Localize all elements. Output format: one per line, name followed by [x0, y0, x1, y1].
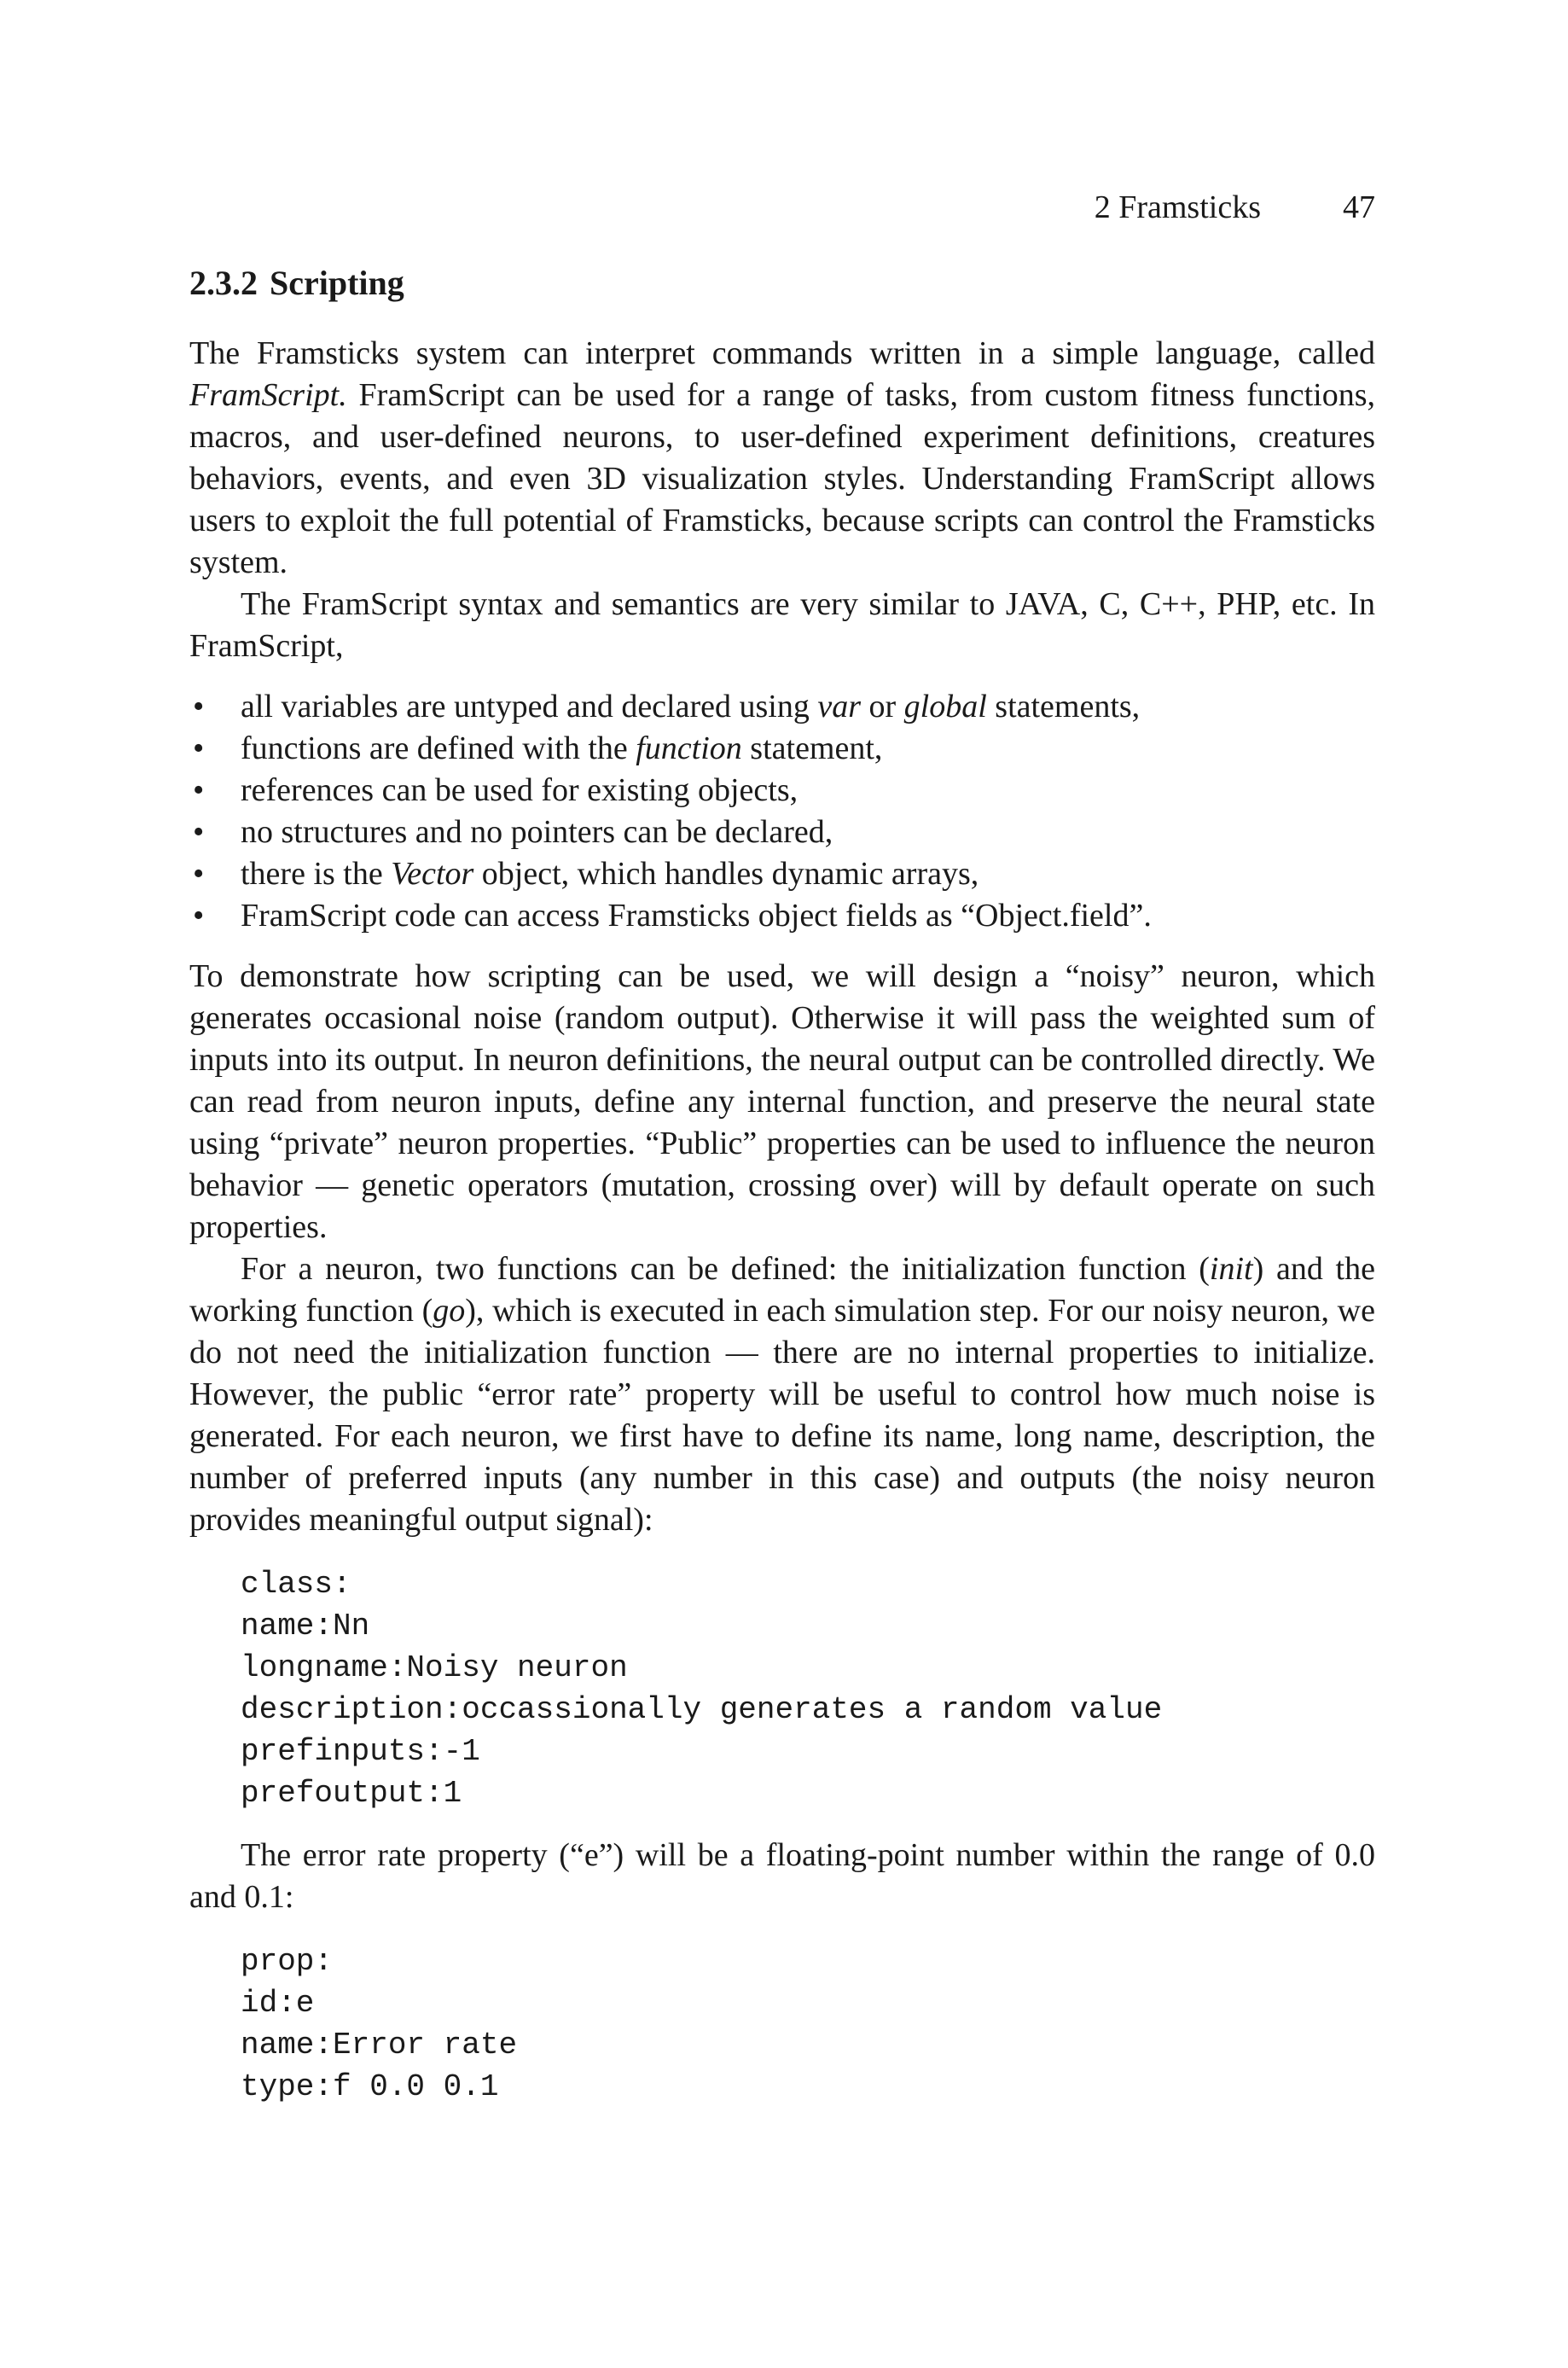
paragraph-error-rate: The error rate property (“e”) will be a floating-point number within the range of 0.0 and 0.1: [189, 1837, 1375, 1915]
paragraph-intro-emphasis: FramScript. [189, 377, 347, 413]
list-item-emphasis: global [903, 689, 987, 724]
code-line: prefoutput:1 [241, 1776, 462, 1811]
running-head [189, 186, 1375, 229]
paragraph-neuron-functions-emphasis-init: init [1209, 1251, 1253, 1287]
code-line: name:Nn [241, 1609, 370, 1644]
list-item-text: references can be used for existing objects, [241, 772, 799, 808]
section-number: 2.3.2 [189, 264, 258, 302]
list-item [189, 812, 1375, 853]
list-item-emphasis: Vector [391, 856, 474, 892]
running-head-chapter: 2 Framsticks [1094, 189, 1261, 225]
list-item-text: all variables are untyped and declared using [241, 689, 818, 724]
section-title: Scripting [270, 264, 404, 302]
list-item-text: FramScript code can access Framsticks object fields as “Object.field”. [241, 898, 1152, 934]
code-line: class: [241, 1567, 351, 1602]
list-item-text: functions are defined with the [241, 730, 636, 766]
code-line: name:Error rate [241, 2028, 518, 2063]
paragraph-intro-text-1: The Framsticks system can interpret commands written in a simple language, called [189, 335, 1375, 371]
bullet-marker: • [193, 730, 205, 766]
bullet-marker: • [193, 814, 205, 850]
list-item-text: object, which handles dynamic arrays, [473, 856, 979, 892]
list-item-text: there is the [241, 856, 392, 892]
paragraph-neuron-functions-text-3: ), which is executed in each simulation step. For our noisy neuron, we do not need the initialization function — there are no internal properties to initialize. However, the public “error rate” property will be useful to control how much noise is generated. For each neuron, we first have to define its name, long name, description, the number of preferred inputs (any number in this case) and outputs (the noisy neuron provides meaningful output signal): [189, 1293, 1375, 1538]
list-item [189, 853, 1375, 895]
code-block-class [241, 1563, 1375, 1814]
page-number: 47 [1343, 189, 1375, 225]
paragraph-neuron-functions [189, 1248, 1375, 1541]
bullet-marker: • [193, 898, 205, 934]
list-item-emphasis: var [817, 689, 861, 724]
list-item-text: statement, [741, 730, 883, 766]
code-line: prefinputs:-1 [241, 1734, 480, 1769]
paragraph-syntax: The FramScript syntax and semantics are very similar to JAVA, C, C++, PHP, etc. In FramScript, [189, 586, 1375, 664]
list-item [189, 686, 1375, 728]
list-item [189, 728, 1375, 770]
paragraph-neuron-functions-text-1: For a neuron, two functions can be defined: the initialization function ( [241, 1251, 1210, 1287]
code-line: description:occassionally generates a random value [241, 1692, 1163, 1727]
code-line: type:f 0.0 0.1 [241, 2069, 499, 2104]
feature-list [189, 686, 1375, 937]
paragraph-intro [189, 333, 1375, 584]
list-item-text: or [861, 689, 904, 724]
bullet-marker: • [193, 856, 205, 892]
paragraph-noisy-neuron: To demonstrate how scripting can be used, we will design a “noisy” neuron, which generates occasional noise (random output). Otherwise it will pass the weighted sum of inputs into its output. In neuron definitions, the neural output can be controlled directly. We can read from neuron inputs, define any internal function, and preserve the neural state using “private” neuron properties. “Public” properties can be used to influence the neuron behavior — genetic operators (mutation, crossing over) will by default operate on such properties. [189, 958, 1375, 1245]
bullet-marker: • [193, 772, 205, 808]
section-heading [189, 261, 404, 305]
code-line: id:e [241, 1986, 315, 2021]
paragraph-neuron-functions-emphasis-go: go [433, 1293, 466, 1329]
book-page [189, 0, 1375, 2368]
paragraph-intro-text-2: FramScript can be used for a range of tasks, from custom fitness functions, macros, and user-defined neurons, to user-defined experiment definitions, creatures behaviors, events, and even 3D visualization styles. Understanding FramScript allows users to exploit the full potential of Framsticks, because scripts can control the Framsticks system. [189, 377, 1375, 580]
code-line: longname:Noisy neuron [241, 1650, 628, 1685]
list-item-text: statements, [986, 689, 1141, 724]
code-line: prop: [241, 1944, 334, 1979]
code-block-prop [241, 1940, 1375, 2108]
paragraph-neuron-functions-text-2: ) and the working function ( [189, 1251, 1375, 1329]
body-text [189, 333, 1375, 2128]
list-item-emphasis: function [636, 730, 742, 766]
bullet-marker: • [193, 689, 205, 724]
list-item [189, 770, 1375, 812]
list-item-text: no structures and no pointers can be declared, [241, 814, 833, 850]
list-item [189, 895, 1375, 937]
